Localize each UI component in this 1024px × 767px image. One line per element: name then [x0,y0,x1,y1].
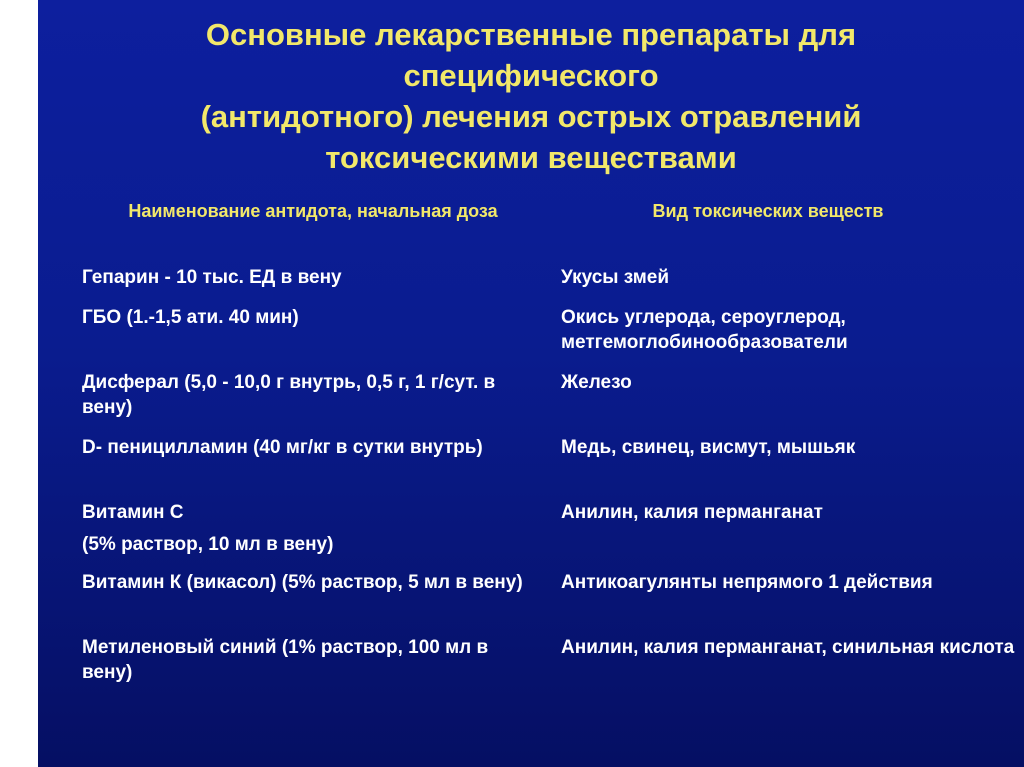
antidote-cell: ГБО (1.-1,5 ати. 40 мин) [82,307,299,328]
toxin-cell: Анилин, калия перманганат [561,502,823,523]
title-line: Основные лекарственные препараты для [205,17,857,52]
title-line: токсическими веществами [325,140,737,175]
antidote-cell: Метиленовый синий (1% раствор, 100 мл в вену) [82,637,489,683]
slide-title [38,14,1024,178]
slide [38,0,1024,767]
antidote-cell: Гепарин - 10 тыс. ЕД в вену [82,267,342,288]
toxin-cell: Железо [561,372,632,393]
antidote-cell: Дисферал (5,0 - 10,0 г внутрь, 0,5 г, 1 г/сут. в вену) [82,372,496,418]
toxin-cell: Анилин, калия перманганат, синильная кислота [561,637,1015,658]
column-header-toxin: Вид токсических веществ [652,201,884,221]
toxin-cell: Медь, свинец, висмут, мышьяк [561,437,856,458]
title-line: специфического [403,58,659,93]
title-line: (антидотного) лечения острых отравлений [200,99,862,134]
toxin-cell: Укусы змей [561,267,670,288]
toxin-cell: Окись углерода, сероуглерод, метгемоглобинообразователи [561,307,848,353]
antidote-cell: Витамин С [82,502,184,523]
toxin-cell: Антикоагулянты непрямого 1 действия [561,572,933,593]
column-header-antidote: Наименование антидота, начальная доза [128,201,498,221]
antidote-cell: Витамин К (викасол) (5% раствор, 5 мл в вену) [82,572,523,593]
antidote-cell: D- пеницилламин (40 мг/кг в сутки внутрь) [82,437,483,458]
antidote-detail-cell: (5% раствор, 10 мл в вену) [82,534,334,555]
